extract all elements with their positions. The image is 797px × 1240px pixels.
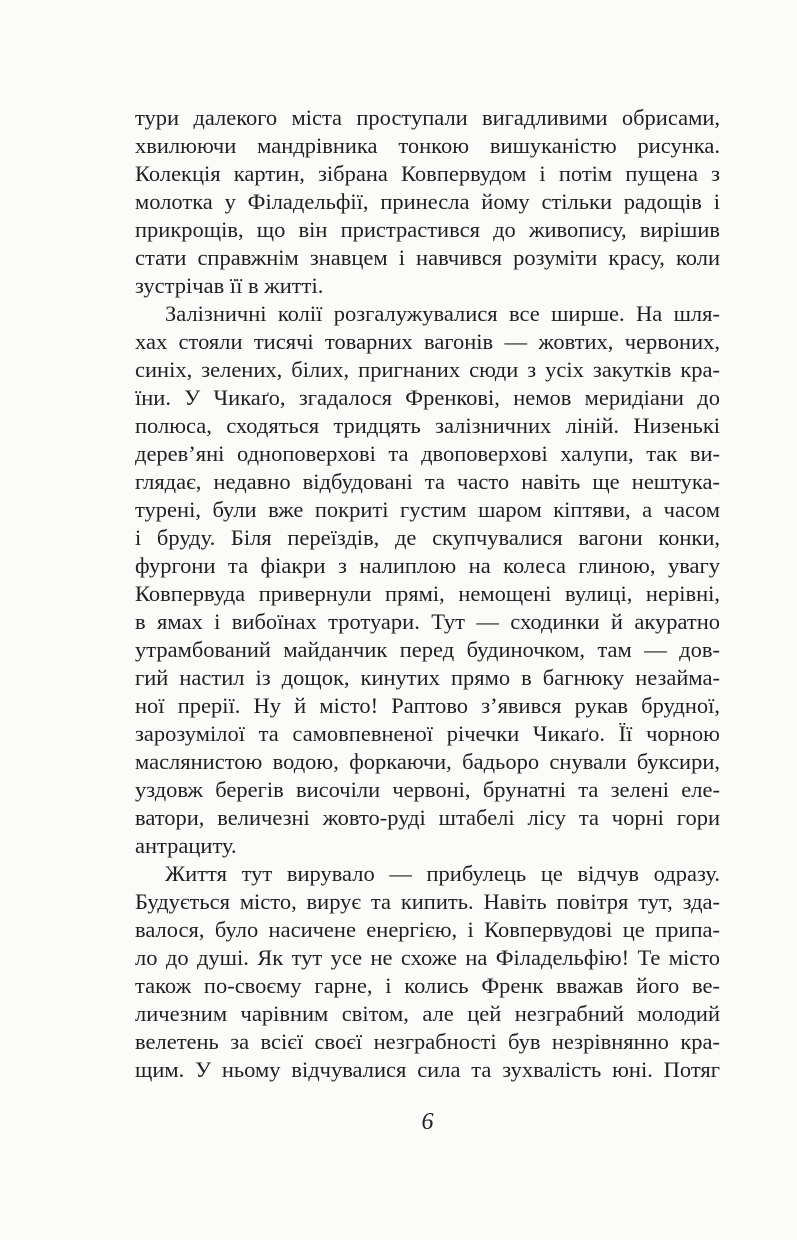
text-line: Ковпервуда привернули прямі, немощені вулиці, нерівні, — [135, 581, 720, 606]
text-line: полюса, сходяться тридцять залізничних ліній. Низенькі — [135, 413, 720, 438]
text-line: Життя тут вирувало — прибулець це відчув одразу. — [165, 861, 720, 886]
text-line: ло до душі. Як тут усе не схоже на Філадельфію! Те місто — [135, 945, 720, 970]
text-line: утрамбований майданчик перед будиночком, там — дов- — [135, 637, 720, 662]
text-line: ватори, величезні жовто-руді штабелі лісу та чорні гори — [135, 805, 720, 830]
text-line: також по-своєму гарне, і колись Френк вважав його ве- — [135, 973, 720, 998]
text-line: синіх, зелених, білих, пригнаних сюди з усіх закутків кра- — [135, 357, 720, 382]
text-line: в ямах і вибоїнах тротуари. Тут — сходинки й акуратно — [135, 609, 720, 634]
text-line: щим. У ньому відчувалися сила та зухвалість юні. Потяг — [135, 1057, 720, 1082]
text-line: Колекція картин, зібрана Ковпервудом і потім пущена з — [135, 161, 720, 186]
page-number: 6 — [421, 1109, 434, 1135]
text-line: антрациту. — [135, 833, 237, 858]
text-line: Будується місто, вирує та кипить. Навіть повітря тут, зда- — [135, 889, 720, 914]
text-line: їни. У Чикаґо, згадалося Френкові, немов меридіани до — [135, 385, 720, 410]
text-line: тури далекого міста проступали вигадливими обрисами, — [135, 105, 720, 130]
text-line: хвилюючи мандрівника тонкою вишуканістю рисунка. — [135, 133, 720, 158]
text-line: фургони та фіакри з налиплою на колеса глиною, увагу — [135, 553, 720, 578]
text-line: уздовж берегів височіли червоні, брунатні та зелені еле- — [135, 777, 720, 802]
text-line: ної прерії. Ну й місто! Раптово з’явився рукав брудної, — [135, 693, 720, 718]
text-line: зустрічав її в житті. — [135, 273, 324, 298]
text-line: молотка у Філадельфії, принесла йому стільки радощів і — [135, 189, 720, 214]
text-block — [135, 104, 720, 1084]
text-line: валося, було насичене енергією, і Ковпервудові це припа- — [135, 917, 720, 942]
text-line: хах стояли тисячі товарних вагонів — жовтих, червоних, — [135, 329, 720, 354]
text-line: Залізничні колії розгалужувалися все ширше. На шля- — [165, 301, 720, 326]
text-line: турені, були вже покриті густим шаром кіптяви, а часом — [135, 497, 720, 522]
text-line: личезним чарівним світом, але цей незграбний молодий — [135, 1001, 720, 1026]
text-line: і бруду. Біля переїздів, де скупчувалися вагони конки, — [135, 525, 720, 550]
text-line: глядає, недавно відбудовані та часто навіть ще нештука- — [135, 469, 720, 494]
text-line: гий настил із дощок, кинутих прямо в багнюку незайма- — [135, 665, 720, 690]
text-line: зарозумілої та самовпевненої річечки Чикаґо. Її чорною — [135, 721, 720, 746]
text-line: прикрощів, що він пристрастився до живопису, вирішив — [135, 217, 720, 242]
text-line: велетень за всієї своєї незграбності був незрівнянно кра- — [135, 1029, 720, 1054]
text-line: стати справжнім знавцем і навчився розуміти красу, коли — [135, 245, 720, 270]
text-line: маслянистою водою, форкаючи, бадьоро снували буксири, — [135, 749, 720, 774]
text-line: дерев’яні одноповерхові та двоповерхові халупи, так ви- — [135, 441, 720, 466]
